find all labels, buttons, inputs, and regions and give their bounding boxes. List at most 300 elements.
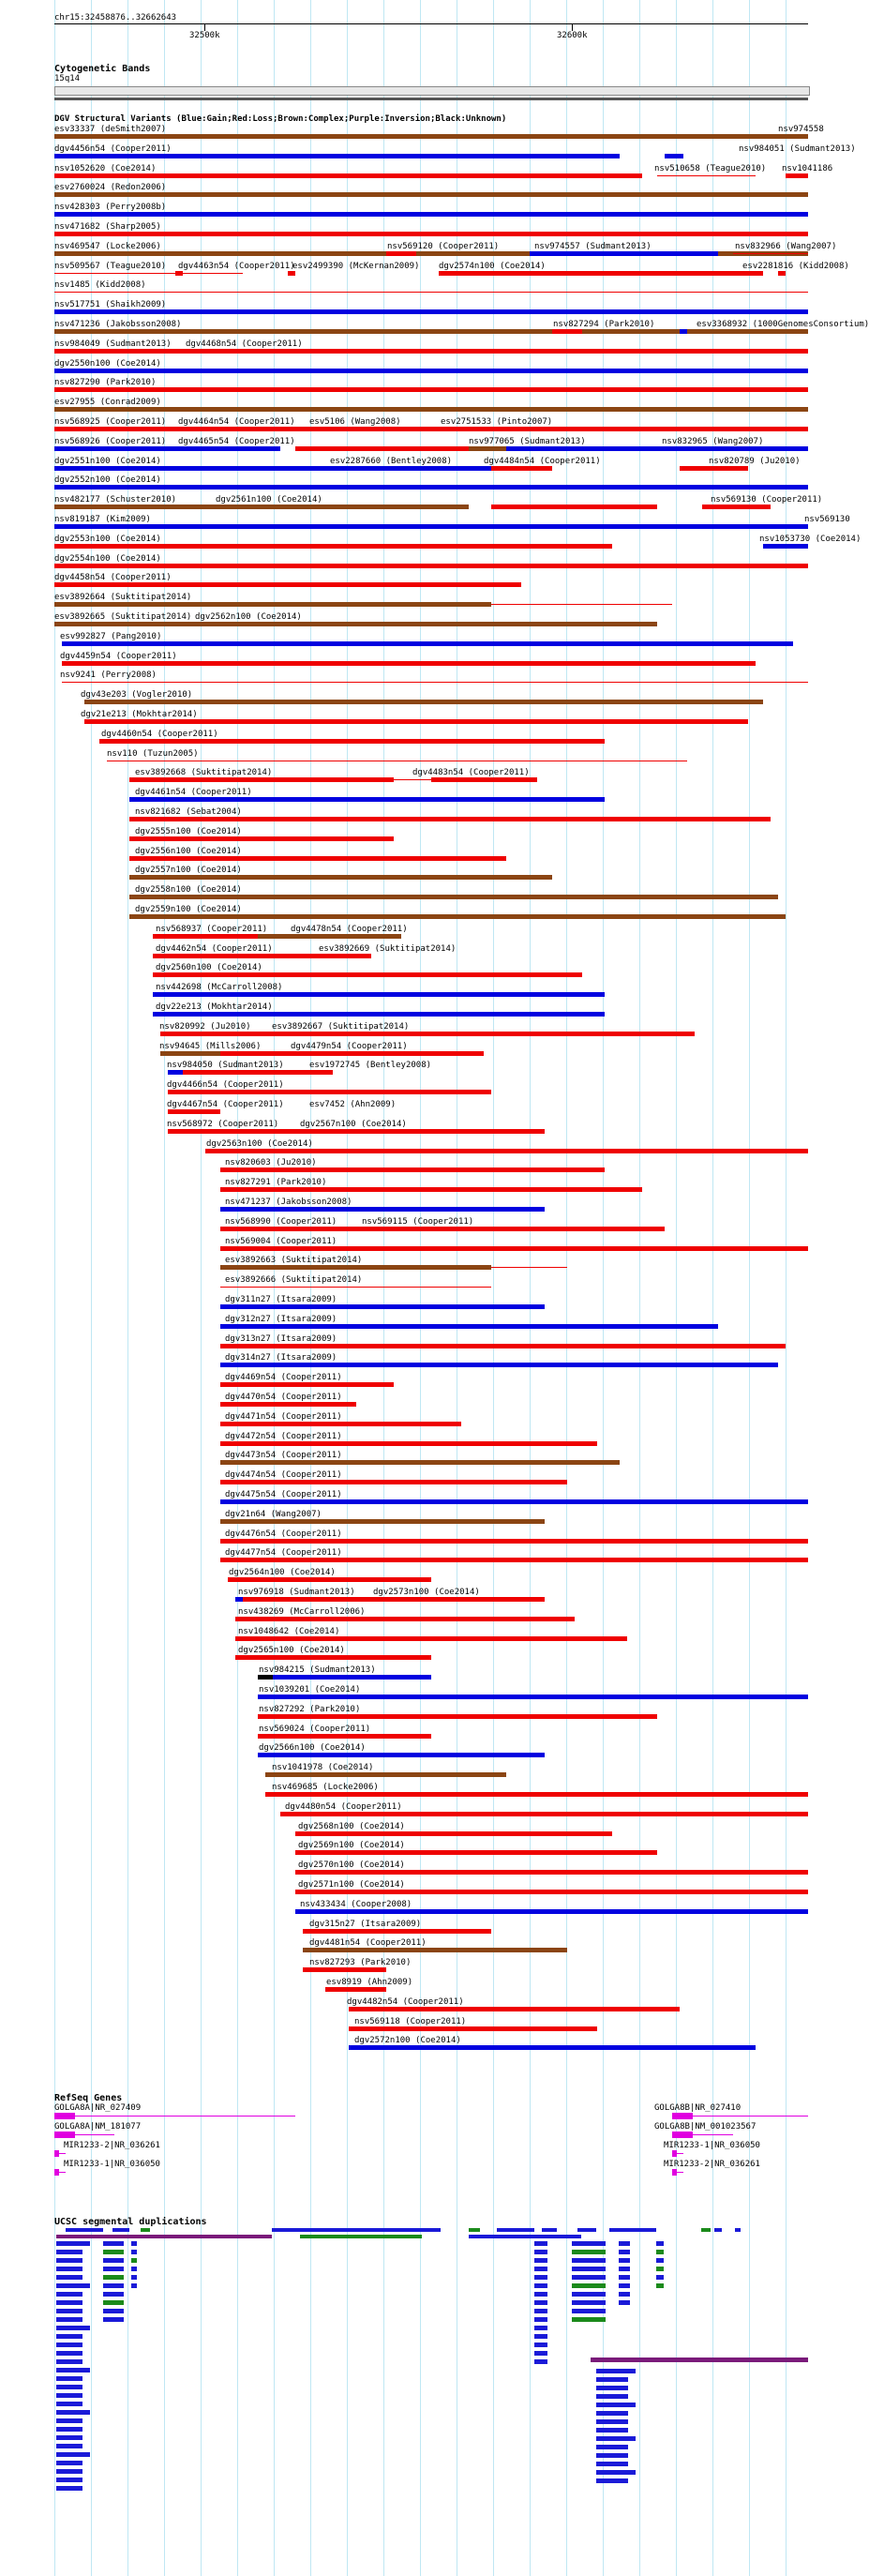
dgv-variant-bar[interactable]: [733, 253, 808, 254]
segdup-block[interactable]: [596, 2428, 628, 2433]
dgv-variant-bar[interactable]: [303, 1929, 491, 1934]
segdup-block[interactable]: [534, 2351, 547, 2356]
dgv-variant-label[interactable]: dgv4461n54 (Cooper2011): [135, 788, 252, 797]
dgv-variant-bar[interactable]: [220, 1363, 778, 1367]
dgv-variant-bar[interactable]: [220, 1344, 786, 1348]
dgv-variant-bar[interactable]: [220, 1287, 491, 1288]
dgv-variant-bar[interactable]: [54, 173, 642, 178]
dgv-variant-label[interactable]: dgv2552n100 (Coe2014): [54, 475, 161, 485]
dgv-variant-label[interactable]: dgv2574n100 (Coe2014): [439, 262, 546, 271]
dgv-variant-bar[interactable]: [258, 1675, 273, 1680]
segdup-block[interactable]: [596, 2394, 628, 2399]
dgv-variant-bar[interactable]: [530, 251, 718, 256]
dgv-variant-label[interactable]: dgv4467n54 (Cooper2011): [167, 1100, 284, 1109]
segdup-block[interactable]: [572, 2267, 606, 2271]
dgv-variant-bar[interactable]: [175, 271, 183, 276]
dgv-variant-label[interactable]: nsv568925 (Cooper2011): [54, 417, 167, 427]
dgv-variant-bar[interactable]: [235, 1655, 431, 1660]
segdup-block[interactable]: [56, 2343, 82, 2347]
dgv-variant-bar[interactable]: [220, 1441, 597, 1446]
segdup-block[interactable]: [534, 2275, 547, 2280]
segdup-block[interactable]: [469, 2228, 480, 2232]
dgv-variant-label[interactable]: dgv2571n100 (Coe2014): [298, 1880, 405, 1890]
dgv-variant-bar[interactable]: [491, 466, 551, 471]
dgv-variant-label[interactable]: esv3892666 (Suktitipat2014): [225, 1275, 363, 1285]
dgv-variant-label[interactable]: dgv2563n100 (Coe2014): [206, 1139, 313, 1149]
segdup-block[interactable]: [534, 2241, 547, 2246]
dgv-variant-label[interactable]: esv7452 (Ahn2009): [309, 1100, 397, 1109]
dgv-variant-bar[interactable]: [62, 661, 756, 666]
dgv-variant-label[interactable]: dgv4484n54 (Cooper2011): [484, 457, 601, 466]
dgv-variant-label[interactable]: nsv471236 (Jakobsson2008): [54, 320, 182, 329]
segdup-block[interactable]: [542, 2228, 557, 2232]
dgv-variant-bar[interactable]: [54, 524, 808, 529]
dgv-variant-label[interactable]: nsv110 (Tuzun2005): [107, 749, 199, 759]
dgv-variant-bar[interactable]: [506, 446, 808, 451]
dgv-variant-bar[interactable]: [349, 2045, 756, 2050]
segdup-block[interactable]: [56, 2435, 82, 2440]
dgv-variant-bar[interactable]: [54, 292, 808, 293]
dgv-variant-label[interactable]: nsv1052620 (Coe2014): [54, 164, 157, 173]
dgv-variant-label[interactable]: nsv820992 (Ju2010): [159, 1022, 251, 1032]
dgv-variant-label[interactable]: nsv517751 (Shaikh2009): [54, 300, 167, 309]
cytoband-band[interactable]: [54, 86, 810, 96]
segdup-block[interactable]: [534, 2334, 547, 2339]
segdup-block[interactable]: [596, 2369, 636, 2373]
segdup-block[interactable]: [577, 2228, 596, 2232]
segdup-block[interactable]: [56, 2283, 90, 2288]
segdup-block[interactable]: [56, 2250, 82, 2254]
dgv-variant-bar[interactable]: [295, 1831, 612, 1836]
segdup-block[interactable]: [619, 2267, 630, 2271]
dgv-variant-bar[interactable]: [349, 2007, 681, 2011]
dgv-variant-bar[interactable]: [786, 173, 808, 178]
segdup-block[interactable]: [591, 2358, 808, 2362]
segdup-block[interactable]: [714, 2228, 722, 2232]
dgv-variant-bar[interactable]: [129, 836, 393, 841]
dgv-variant-label[interactable]: nsv827291 (Park2010): [225, 1178, 327, 1187]
dgv-variant-bar[interactable]: [220, 1187, 642, 1192]
dgv-variant-label[interactable]: nsv827292 (Park2010): [259, 1705, 361, 1714]
dgv-variant-label[interactable]: nsv984050 (Sudmant2013): [167, 1061, 284, 1070]
dgv-variant-bar[interactable]: [99, 739, 605, 744]
dgv-variant-bar[interactable]: [84, 719, 748, 724]
dgv-variant-bar[interactable]: [220, 1519, 545, 1524]
dgv-variant-label[interactable]: nsv568972 (Cooper2011): [167, 1120, 279, 1129]
segdup-block[interactable]: [534, 2343, 547, 2347]
dgv-variant-bar[interactable]: [288, 271, 295, 276]
segdup-block[interactable]: [56, 2267, 82, 2271]
segdup-block[interactable]: [56, 2452, 90, 2457]
dgv-variant-bar[interactable]: [295, 1909, 808, 1914]
gene-exon[interactable]: [672, 2169, 677, 2176]
dgv-variant-bar[interactable]: [258, 1734, 431, 1739]
segdup-block[interactable]: [619, 2250, 630, 2254]
dgv-variant-bar[interactable]: [657, 175, 756, 176]
dgv-variant-label[interactable]: nsv569120 (Cooper2011): [387, 242, 500, 251]
dgv-variant-label[interactable]: esv1972745 (Bentley2008): [309, 1061, 432, 1070]
dgv-variant-bar[interactable]: [220, 1480, 567, 1484]
segdup-block[interactable]: [596, 2453, 628, 2458]
segdup-block[interactable]: [469, 2235, 581, 2238]
dgv-variant-bar[interactable]: [54, 582, 521, 587]
segdup-block[interactable]: [656, 2250, 664, 2254]
dgv-variant-label[interactable]: dgv4468n54 (Cooper2011): [186, 339, 303, 349]
dgv-variant-bar[interactable]: [54, 466, 491, 471]
dgv-variant-bar[interactable]: [220, 1539, 808, 1544]
dgv-variant-label[interactable]: nsv827290 (Park2010): [54, 378, 157, 387]
segdup-block[interactable]: [56, 2334, 82, 2339]
segdup-block[interactable]: [56, 2292, 82, 2297]
segdup-block[interactable]: [56, 2326, 90, 2330]
dgv-variant-label[interactable]: dgv2562n100 (Coe2014): [195, 612, 302, 622]
segdup-block[interactable]: [534, 2250, 547, 2254]
dgv-variant-label[interactable]: dgv314n27 (Itsara2009): [225, 1353, 337, 1363]
dgv-variant-label[interactable]: dgv2568n100 (Coe2014): [298, 1822, 405, 1831]
dgv-variant-bar[interactable]: [183, 1070, 334, 1075]
dgv-variant-bar[interactable]: [491, 1267, 566, 1268]
segdup-block[interactable]: [56, 2444, 82, 2448]
segdup-block[interactable]: [112, 2228, 129, 2232]
segdup-block[interactable]: [572, 2300, 606, 2305]
segdup-block[interactable]: [103, 2292, 124, 2297]
dgv-variant-label[interactable]: nsv832966 (Wang2007): [735, 242, 837, 251]
segdup-block[interactable]: [131, 2241, 137, 2246]
segdup-block[interactable]: [534, 2309, 547, 2313]
dgv-variant-label[interactable]: nsv976918 (Sudmant2013): [238, 1588, 355, 1597]
segdup-block[interactable]: [619, 2300, 630, 2305]
segdup-block[interactable]: [141, 2228, 150, 2232]
dgv-variant-bar[interactable]: [235, 1597, 243, 1602]
segdup-block[interactable]: [656, 2267, 664, 2271]
dgv-variant-label[interactable]: dgv2570n100 (Coe2014): [298, 1860, 405, 1870]
dgv-variant-bar[interactable]: [54, 329, 808, 334]
dgv-variant-label[interactable]: dgv2558n100 (Coe2014): [135, 885, 242, 895]
segdup-block[interactable]: [56, 2402, 82, 2406]
dgv-variant-bar[interactable]: [54, 154, 620, 158]
dgv-variant-label[interactable]: dgv2550n100 (Coe2014): [54, 359, 161, 369]
dgv-variant-label[interactable]: dgv313n27 (Itsara2009): [225, 1334, 337, 1344]
dgv-variant-bar[interactable]: [220, 1382, 394, 1387]
dgv-variant-bar[interactable]: [552, 329, 582, 334]
segdup-block[interactable]: [56, 2427, 82, 2432]
dgv-variant-bar[interactable]: [62, 641, 793, 646]
segdup-block[interactable]: [103, 2241, 124, 2246]
dgv-variant-label[interactable]: esv8919 (Ahn2009): [326, 1978, 413, 1987]
dgv-variant-label[interactable]: dgv4476n54 (Cooper2011): [225, 1529, 342, 1539]
dgv-variant-label[interactable]: dgv2573n100 (Coe2014): [373, 1588, 480, 1597]
dgv-variant-label[interactable]: esv3892669 (Suktitipat2014): [319, 944, 457, 954]
segdup-block[interactable]: [596, 2419, 628, 2424]
segdup-block[interactable]: [656, 2241, 664, 2246]
dgv-variant-bar[interactable]: [220, 1499, 808, 1504]
dgv-variant-label[interactable]: nsv482177 (Schuster2010): [54, 495, 177, 505]
dgv-variant-label[interactable]: nsv820603 (Ju2010): [225, 1158, 317, 1167]
dgv-variant-bar[interactable]: [258, 1714, 657, 1719]
dgv-variant-label[interactable]: esv33337 (deSmith2007): [54, 125, 167, 134]
dgv-variant-bar[interactable]: [295, 446, 469, 451]
dgv-variant-bar[interactable]: [220, 1051, 484, 1056]
dgv-variant-label[interactable]: nsv1039201 (Coe2014): [259, 1685, 361, 1695]
segdup-block[interactable]: [534, 2267, 547, 2271]
segdup-block[interactable]: [56, 2351, 82, 2356]
segdup-block[interactable]: [534, 2283, 547, 2288]
dgv-variant-bar[interactable]: [220, 1167, 605, 1172]
dgv-variant-bar[interactable]: [54, 232, 808, 236]
dgv-variant-bar[interactable]: [129, 817, 770, 821]
segdup-block[interactable]: [596, 2445, 628, 2449]
dgv-variant-label[interactable]: dgv4466n54 (Cooper2011): [167, 1080, 284, 1090]
dgv-variant-label[interactable]: nsv469547 (Locke2006): [54, 242, 161, 251]
cytoband-track-title[interactable]: Cytogenetic Bands: [54, 64, 151, 74]
dgv-variant-bar[interactable]: [129, 797, 605, 802]
dgv-variant-label[interactable]: nsv442698 (McCarroll2008): [156, 983, 283, 992]
dgv-variant-label[interactable]: dgv2557n100 (Coe2014): [135, 866, 242, 875]
segdup-block[interactable]: [56, 2317, 82, 2322]
segdup-block[interactable]: [619, 2292, 630, 2297]
dgv-variant-bar[interactable]: [54, 622, 657, 626]
dgv-variant-bar[interactable]: [702, 505, 770, 509]
dgv-variant-label[interactable]: nsv1041978 (Coe2014): [272, 1763, 374, 1772]
segdup-block[interactable]: [572, 2241, 606, 2246]
dgv-variant-bar[interactable]: [220, 1422, 461, 1426]
dgv-variant-bar[interactable]: [243, 1597, 545, 1602]
segdup-block[interactable]: [609, 2228, 656, 2232]
dgv-variant-bar[interactable]: [258, 1753, 545, 1757]
segdup-block[interactable]: [300, 2235, 422, 2238]
dgv-variant-label[interactable]: dgv2566n100 (Coe2014): [259, 1743, 366, 1753]
dgv-variant-label[interactable]: nsv827293 (Park2010): [309, 1958, 412, 1967]
segdup-block[interactable]: [497, 2228, 534, 2232]
segdup-block[interactable]: [596, 2436, 636, 2441]
dgv-variant-label[interactable]: dgv4473n54 (Cooper2011): [225, 1451, 342, 1460]
dgv-variant-label[interactable]: dgv4465n54 (Cooper2011): [178, 437, 295, 446]
dgv-variant-bar[interactable]: [54, 602, 491, 607]
dgv-variant-bar[interactable]: [491, 604, 672, 605]
dgv-variant-bar[interactable]: [349, 2026, 597, 2031]
dgv-variant-bar[interactable]: [54, 212, 808, 217]
dgv-variant-label[interactable]: dgv4478n54 (Cooper2011): [291, 925, 408, 934]
segdup-block[interactable]: [656, 2283, 664, 2288]
dgv-variant-bar[interactable]: [295, 1870, 808, 1875]
dgv-variant-label[interactable]: nsv428303 (Perry2008b): [54, 203, 167, 212]
dgv-variant-bar[interactable]: [680, 466, 747, 471]
gene-exon[interactable]: [54, 2150, 59, 2157]
segdup-block[interactable]: [534, 2326, 547, 2330]
dgv-variant-bar[interactable]: [220, 1207, 545, 1212]
dgv-variant-label[interactable]: nsv471682 (Sharp2005): [54, 222, 161, 232]
segdup-block[interactable]: [596, 2377, 628, 2382]
dgv-variant-label[interactable]: nsv569024 (Cooper2011): [259, 1725, 371, 1734]
dgv-variant-label[interactable]: dgv2567n100 (Coe2014): [300, 1120, 407, 1129]
dgv-variant-bar[interactable]: [220, 1324, 718, 1329]
segdup-block[interactable]: [56, 2368, 90, 2373]
dgv-variant-label[interactable]: dgv2555n100 (Coe2014): [135, 827, 242, 836]
segdup-block[interactable]: [572, 2275, 606, 2280]
segdup-track-title[interactable]: UCSC segmental duplications: [54, 2217, 207, 2227]
gene-exon[interactable]: [672, 2132, 693, 2138]
segdup-block[interactable]: [56, 2300, 82, 2305]
dgv-variant-label[interactable]: dgv4460n54 (Cooper2011): [101, 730, 218, 739]
dgv-variant-label[interactable]: dgv4469n54 (Cooper2011): [225, 1373, 342, 1382]
dgv-variant-bar[interactable]: [129, 914, 785, 919]
dgv-variant-label[interactable]: nsv568990 (Cooper2011): [225, 1217, 337, 1227]
dgv-variant-label[interactable]: nsv568937 (Cooper2011): [156, 925, 268, 934]
dgv-variant-label[interactable]: nsv821682 (Sebat2004): [135, 807, 242, 817]
dgv-variant-bar[interactable]: [295, 1850, 657, 1855]
dgv-variant-bar[interactable]: [153, 1012, 605, 1017]
segdup-block[interactable]: [701, 2228, 711, 2232]
dgv-variant-label[interactable]: dgv315n27 (Itsara2009): [309, 1920, 422, 1929]
segdup-block[interactable]: [572, 2250, 606, 2254]
refseq-track-title[interactable]: RefSeq Genes: [54, 2093, 123, 2103]
dgv-variant-label[interactable]: dgv4459n54 (Cooper2011): [60, 652, 177, 661]
segdup-block[interactable]: [103, 2258, 124, 2263]
dgv-variant-label[interactable]: dgv43e203 (Vogler2010): [81, 690, 193, 700]
dgv-variant-label[interactable]: dgv4482n54 (Cooper2011): [347, 1997, 464, 2007]
dgv-variant-label[interactable]: dgv4456n54 (Cooper2011): [54, 144, 172, 154]
dgv-variant-label[interactable]: dgv2564n100 (Coe2014): [229, 1568, 336, 1577]
dgv-variant-label[interactable]: dgv2560n100 (Coe2014): [156, 963, 262, 972]
dgv-variant-label[interactable]: dgv2561n100 (Coe2014): [216, 495, 322, 505]
dgv-variant-bar[interactable]: [160, 1032, 696, 1036]
segdup-block[interactable]: [56, 2376, 82, 2381]
segdup-block[interactable]: [272, 2228, 441, 2232]
dgv-variant-label[interactable]: nsv984051 (Sudmant2013): [739, 144, 856, 154]
dgv-variant-bar[interactable]: [258, 934, 401, 939]
dgv-variant-label[interactable]: nsv509567 (Teague2010): [54, 262, 167, 271]
dgv-variant-bar[interactable]: [431, 777, 537, 782]
dgv-variant-label[interactable]: nsv1041186: [782, 164, 833, 173]
dgv-variant-label[interactable]: nsv984215 (Sudmant2013): [259, 1665, 376, 1675]
dgv-variant-label[interactable]: dgv4477n54 (Cooper2011): [225, 1548, 342, 1558]
dgv-variant-bar[interactable]: [220, 1304, 545, 1309]
dgv-variant-label[interactable]: dgv2553n100 (Coe2014): [54, 535, 161, 544]
gene-intron-line[interactable]: [54, 2116, 295, 2117]
dgv-variant-label[interactable]: esv27955 (Conrad2009): [54, 398, 161, 407]
dgv-variant-label[interactable]: dgv4471n54 (Cooper2011): [225, 1412, 342, 1422]
dgv-variant-bar[interactable]: [54, 485, 808, 490]
segdup-block[interactable]: [56, 2385, 82, 2389]
dgv-variant-label[interactable]: nsv977065 (Sudmant2013): [469, 437, 586, 446]
segdup-block[interactable]: [619, 2258, 630, 2263]
segdup-block[interactable]: [131, 2258, 137, 2263]
segdup-block[interactable]: [596, 2386, 628, 2390]
segdup-block[interactable]: [56, 2241, 90, 2246]
dgv-variant-label[interactable]: dgv2572n100 (Coe2014): [354, 2036, 461, 2045]
segdup-block[interactable]: [534, 2359, 547, 2364]
dgv-variant-label[interactable]: nsv827294 (Park2010): [553, 320, 655, 329]
dgv-variant-bar[interactable]: [303, 1948, 566, 1952]
segdup-block[interactable]: [131, 2283, 137, 2288]
gene-label[interactable]: GOLGA8B|NR_027410: [654, 2103, 742, 2113]
gene-label[interactable]: MIR1233-2|NR_036261: [64, 2141, 160, 2150]
dgv-variant-bar[interactable]: [680, 329, 687, 334]
dgv-variant-label[interactable]: nsv1053730 (Coe2014): [759, 535, 862, 544]
segdup-block[interactable]: [596, 2462, 628, 2466]
dgv-variant-bar[interactable]: [129, 895, 777, 899]
gene-label[interactable]: GOLGA8B|NM_001023567: [654, 2122, 757, 2132]
dgv-variant-label[interactable]: dgv4481n54 (Cooper2011): [309, 1938, 427, 1948]
dgv-variant-bar[interactable]: [54, 387, 808, 392]
segdup-block[interactable]: [534, 2292, 547, 2297]
dgv-variant-label[interactable]: esv3892665 (Suktitipat2014): [54, 612, 192, 622]
dgv-variant-label[interactable]: nsv1048642 (Coe2014): [238, 1627, 340, 1636]
dgv-variant-label[interactable]: esv5106 (Wang2008): [309, 417, 401, 427]
dgv-variant-label[interactable]: nsv569115 (Cooper2011): [362, 1217, 474, 1227]
gene-label[interactable]: MIR1233-1|NR_036050: [664, 2141, 760, 2150]
segdup-block[interactable]: [56, 2235, 272, 2238]
segdup-block[interactable]: [619, 2283, 630, 2288]
dgv-variant-label[interactable]: esv992827 (Pang2010): [60, 632, 162, 641]
dgv-variant-label[interactable]: nsv569118 (Cooper2011): [354, 2017, 467, 2026]
dgv-variant-label[interactable]: nsv1485 (Kidd2008): [54, 280, 146, 290]
dgv-variant-label[interactable]: dgv312n27 (Itsara2009): [225, 1315, 337, 1324]
dgv-variant-bar[interactable]: [168, 1090, 492, 1094]
dgv-variant-bar[interactable]: [129, 856, 506, 861]
segdup-block[interactable]: [596, 2403, 636, 2407]
segdup-block[interactable]: [656, 2258, 664, 2263]
dgv-variant-label[interactable]: dgv4462n54 (Cooper2011): [156, 944, 273, 954]
dgv-variant-label[interactable]: nsv469685 (Locke2006): [272, 1783, 379, 1792]
dgv-variant-label[interactable]: nsv471237 (Jakobsson2008): [225, 1198, 352, 1207]
dgv-variant-bar[interactable]: [54, 505, 469, 509]
dgv-variant-bar[interactable]: [54, 564, 808, 568]
dgv-variant-bar[interactable]: [84, 700, 763, 704]
dgv-variant-label[interactable]: nsv832965 (Wang2007): [662, 437, 764, 446]
dgv-variant-label[interactable]: nsv433434 (Cooper2008): [300, 1900, 412, 1909]
dgv-variant-label[interactable]: esv3892664 (Suktitipat2014): [54, 593, 192, 602]
dgv-variant-bar[interactable]: [54, 446, 280, 451]
dgv-variant-label[interactable]: dgv2559n100 (Coe2014): [135, 905, 242, 914]
segdup-block[interactable]: [103, 2250, 124, 2254]
dgv-variant-bar[interactable]: [386, 251, 416, 256]
dgv-variant-label[interactable]: esv2281816 (Kidd2008): [742, 262, 849, 271]
segdup-block[interactable]: [103, 2300, 124, 2305]
dgv-variant-bar[interactable]: [303, 1967, 385, 1972]
segdup-block[interactable]: [572, 2283, 606, 2288]
segdup-block[interactable]: [56, 2359, 82, 2364]
segdup-block[interactable]: [735, 2228, 741, 2232]
segdup-block[interactable]: [572, 2317, 606, 2322]
segdup-block[interactable]: [56, 2410, 90, 2415]
segdup-block[interactable]: [596, 2470, 636, 2475]
gene-label[interactable]: GOLGA8A|NM_181077: [54, 2122, 142, 2132]
dgv-variant-label[interactable]: esv2760024 (Redon2006): [54, 183, 167, 192]
dgv-variant-bar[interactable]: [153, 934, 259, 939]
dgv-variant-bar[interactable]: [235, 1617, 575, 1621]
dgv-variant-bar[interactable]: [54, 192, 808, 197]
dgv-variant-bar[interactable]: [273, 1675, 431, 1680]
segdup-block[interactable]: [103, 2309, 124, 2313]
dgv-variant-bar[interactable]: [62, 682, 808, 683]
dgv-variant-label[interactable]: dgv2565n100 (Coe2014): [238, 1646, 345, 1655]
dgv-variant-bar[interactable]: [205, 1149, 808, 1153]
gene-label[interactable]: MIR1233-1|NR_036050: [64, 2160, 160, 2169]
dgv-variant-label[interactable]: nsv984049 (Sudmant2013): [54, 339, 172, 349]
dgv-variant-label[interactable]: dgv4483n54 (Cooper2011): [412, 768, 530, 777]
dgv-variant-bar[interactable]: [220, 1558, 808, 1562]
dgv-variant-label[interactable]: dgv4470n54 (Cooper2011): [225, 1393, 342, 1402]
segdup-block[interactable]: [656, 2275, 664, 2280]
segdup-block[interactable]: [103, 2283, 124, 2288]
segdup-block[interactable]: [596, 2411, 628, 2416]
gene-exon[interactable]: [54, 2169, 59, 2176]
dgv-variant-bar[interactable]: [235, 1636, 627, 1641]
dgv-variant-label[interactable]: nsv974557 (Sudmant2013): [534, 242, 652, 251]
dgv-variant-label[interactable]: nsv9241 (Perry2008): [60, 670, 157, 680]
segdup-block[interactable]: [131, 2267, 137, 2271]
